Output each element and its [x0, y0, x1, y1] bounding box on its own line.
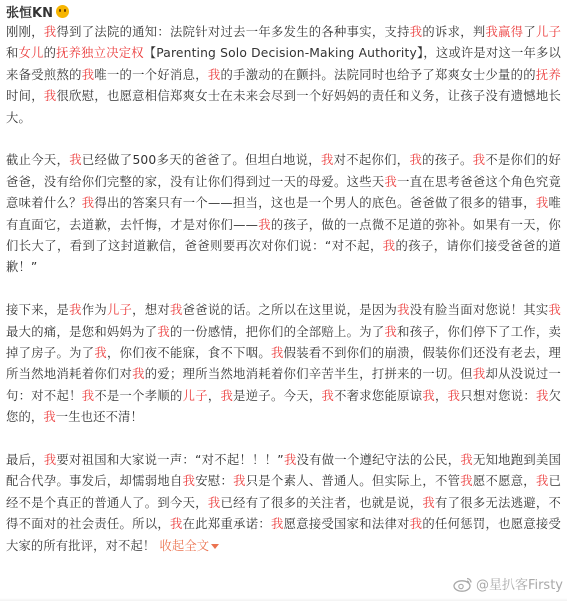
body-text: 的任何惩罚，也愿意接受大家的所有批评，对不起！: [6, 517, 562, 553]
highlight-text[interactable]: 我: [81, 196, 95, 211]
body-text: 一生也还不清！: [55, 410, 143, 425]
body-text: 欠您的，: [6, 388, 562, 425]
highlight-text[interactable]: 我: [422, 495, 435, 510]
body-text: 和孩子，你们停下了工作，卖掉了房子。为了: [6, 324, 561, 361]
body-text: ，: [435, 388, 448, 403]
body-text: 是逆子。今天，: [233, 388, 322, 403]
paragraph: [6, 300, 561, 428]
highlight-text[interactable]: 我: [447, 388, 461, 403]
body-text: 很欣慰，也愿意相信郑爽女士在未来会尽到一个好妈妈的责任和义务，让孩子没有遗憾地长大。: [6, 89, 561, 125]
collapse-text-link[interactable]: [159, 539, 219, 553]
post-body: [6, 22, 561, 557]
body-text: 【Parenting Solo Decision-Making Authority】，这或许是对这一年多以来备受煎熬的: [6, 46, 561, 82]
highlight-text[interactable]: 我: [460, 453, 473, 468]
highlight-text[interactable]: 抚养: [535, 67, 561, 82]
highlight-text[interactable]: 我: [132, 367, 145, 382]
highlight-text[interactable]: 我: [207, 495, 221, 510]
highlight-text[interactable]: 我: [535, 474, 549, 489]
highlight-text[interactable]: 我: [548, 303, 561, 318]
highlight-text[interactable]: 我: [43, 410, 56, 425]
highlight-text[interactable]: 我: [409, 153, 423, 168]
highlight-text[interactable]: 我: [233, 474, 246, 489]
watermark-text: @星扒客Firsty: [475, 578, 563, 593]
body-text: 却从没说过一句：对不起！: [6, 367, 561, 403]
body-text: 接下来，是: [6, 303, 70, 318]
highlight-text[interactable]: 我: [170, 303, 183, 318]
body-text: ，想对: [132, 303, 171, 318]
body-text: 的孩子，做的一点微不足道的弥补。如果有一天，你们长大了，看到了这封道歉信，爸爸则要再次对你们说：“对不起，: [6, 217, 561, 254]
body-text: 已经有了很多的关注者，也就是说，: [220, 495, 423, 510]
body-text: 要对祖国和大家说一声：“对不起！！！”: [56, 453, 284, 468]
body-text: 不是你们的好爸爸，没有给你们完整的家，没有让你们得到过一天的母爱。这些天: [6, 153, 562, 189]
body-text: 已经做了500多天的爸爸了。但坦白地说，: [81, 153, 321, 168]
highlight-text[interactable]: 我: [472, 367, 486, 382]
highlight-text[interactable]: 我: [157, 324, 171, 339]
body-text: 没有做一个遵纪守法的公民，: [296, 453, 461, 468]
highlight-text[interactable]: 我: [409, 517, 423, 532]
highlight-text[interactable]: 我: [270, 346, 284, 361]
watermark: [453, 574, 563, 593]
body-text: 作为: [81, 303, 107, 318]
paragraph: [6, 450, 561, 557]
highlight-text[interactable]: 儿子: [182, 388, 208, 403]
highlight-text[interactable]: 我: [207, 67, 221, 82]
body-text: 安慰：: [195, 474, 234, 489]
highlight-text[interactable]: 我: [43, 89, 57, 104]
body-text: 的一份感情，把你们的全部赔上。为了: [170, 324, 385, 339]
body-text: 截止今天，: [6, 153, 70, 168]
highlight-text[interactable]: 我: [382, 239, 396, 254]
paragraph: [6, 22, 561, 129]
body-text: ，: [207, 388, 221, 403]
body-text: 不是一个孝顺的: [94, 388, 183, 403]
highlight-text[interactable]: 我赢得: [485, 25, 524, 39]
highlight-text[interactable]: 抚养独立决定权: [56, 46, 144, 61]
highlight-text[interactable]: 儿子: [535, 25, 562, 39]
highlight-text[interactable]: 我: [283, 453, 297, 468]
highlight-text[interactable]: 我: [472, 153, 486, 168]
highlight-text[interactable]: 我: [270, 517, 284, 532]
body-text: 有了很多无法逃避，不得不面对的社会责任。所以，: [6, 495, 561, 532]
body-text: 只是个素人、普通人。但实际上，不管: [245, 474, 461, 489]
author-name[interactable]: 张恒KN: [6, 5, 53, 21]
smile-emoji-icon: [56, 5, 69, 18]
highlight-text[interactable]: 我: [384, 324, 398, 339]
chevron-down-icon: [211, 544, 219, 549]
highlight-text[interactable]: 我: [43, 25, 57, 39]
highlight-text[interactable]: 儿子: [106, 303, 133, 318]
body-text: 一直在思考爸爸这个角色究竟意味着什么？: [6, 174, 561, 211]
body-text: 最后，: [6, 453, 44, 468]
paragraph: [6, 150, 561, 278]
body-text: 和: [6, 46, 19, 61]
highlight-text[interactable]: 我: [69, 153, 82, 168]
body-text: 时间，: [6, 89, 44, 104]
body-text: 的诉求，判: [422, 25, 486, 39]
body-text: 得到了法院的通知：法院针对过去一年多发生的各种事实，支持: [56, 25, 410, 39]
collapse-label: 收起全文: [159, 538, 210, 553]
highlight-text[interactable]: 我: [81, 388, 95, 403]
body-text: 的爱；理所当然地消耗着你们辛苦半生，打拼来的一切。但: [144, 367, 473, 382]
highlight-text[interactable]: 我: [81, 67, 95, 82]
highlight-text[interactable]: 我: [321, 388, 335, 403]
body-text: 刚刚，: [6, 25, 44, 39]
highlight-text[interactable]: 我: [182, 474, 196, 489]
body-text: 的: [43, 46, 57, 61]
body-text: 愿意接受国家和法律对: [283, 517, 410, 532]
body-text: 已经不是个真正的普通人了。到今天，: [6, 474, 562, 510]
highlight-text[interactable]: 我: [460, 474, 473, 489]
highlight-text[interactable]: 女儿: [18, 46, 44, 61]
highlight-text[interactable]: 我: [69, 303, 82, 318]
body-text: ，你们夜不能寐，食不下咽。: [106, 346, 271, 361]
body-text: 最大的痛，是您和妈妈为了: [6, 324, 158, 339]
body-text: 愿不愿意，: [472, 474, 536, 489]
body-text: 的手激动的在颤抖。法院同时也给予了郑爽女士少量的的: [220, 67, 536, 82]
highlight-text[interactable]: 我: [320, 153, 334, 168]
body-text: 不奢求您能原谅: [334, 388, 423, 403]
highlight-text[interactable]: 我: [409, 25, 423, 39]
highlight-text[interactable]: 我: [397, 303, 410, 318]
body-text: 唯一的一个好消息，: [94, 67, 208, 82]
highlight-text[interactable]: 我: [535, 196, 549, 211]
body-text: 无知地跑到美国配合代孕。事发后，却懦弱地自: [6, 453, 562, 489]
highlight-text[interactable]: 我: [384, 174, 398, 189]
body-text: 没有脸当面对您说！其实: [409, 303, 549, 318]
highlight-text[interactable]: 我: [258, 217, 271, 232]
highlight-text[interactable]: 我: [535, 388, 549, 403]
body-text: 在此郑重承诺：: [182, 517, 271, 532]
body-text: 只想对您说：: [460, 388, 536, 403]
body-text: 假装看不到你们的崩溃，假装你们还没有老去，理所当然地消耗着你们对: [6, 346, 562, 382]
post-header: [6, 0, 561, 22]
body-text: 爸爸说的话。之所以在这里说，是因为: [182, 303, 398, 318]
body-text: 对不起你们，: [333, 153, 410, 168]
body-text: 得出的答案只有一个——担当，这也是一个男人的底色。爸爸做了很多的错事，: [94, 196, 536, 211]
highlight-text[interactable]: 我: [94, 346, 107, 361]
highlight-text[interactable]: 我: [170, 517, 183, 532]
highlight-text[interactable]: 我: [43, 453, 57, 468]
highlight-text[interactable]: 我: [422, 388, 435, 403]
body-text: 的孩子，请你们接受爸爸的道歉！”: [6, 239, 562, 275]
body-text: 的孩子。: [422, 153, 473, 168]
body-text: 了: [523, 25, 536, 39]
body-text: 唯有直面它，去道歉，去忏悔，才是对你们——: [6, 196, 561, 232]
weibo-logo-icon: [453, 576, 473, 592]
highlight-text[interactable]: 我: [220, 388, 234, 403]
